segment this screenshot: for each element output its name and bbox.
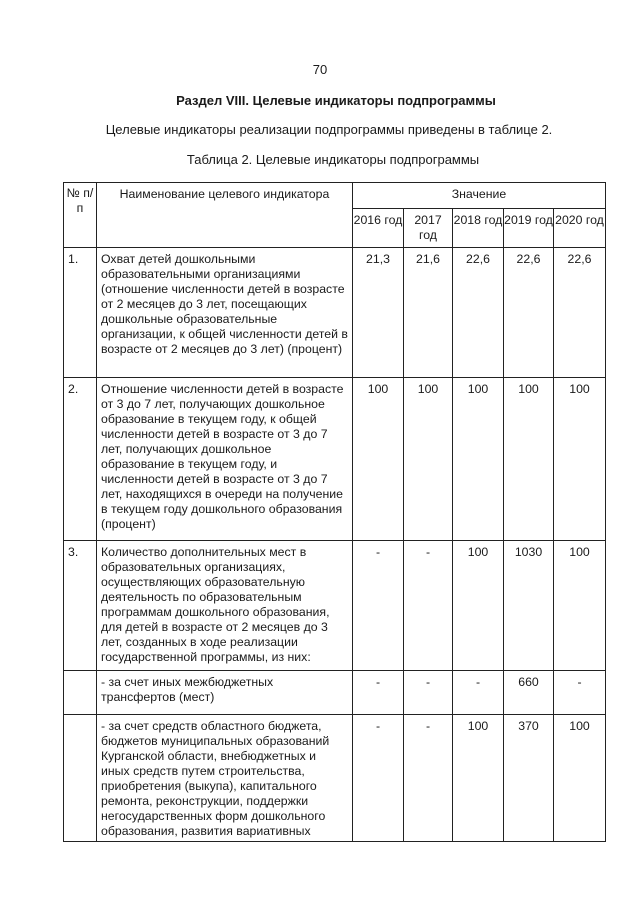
row-value: 100 — [504, 378, 554, 541]
row-value: - — [404, 715, 453, 842]
row-value: - — [353, 715, 404, 842]
row-num — [64, 671, 97, 715]
page-number: 70 — [312, 62, 328, 77]
header-value: Значение — [353, 183, 606, 209]
row-value: 21,3 — [353, 248, 404, 378]
row-num: 2. — [64, 378, 97, 541]
table-row — [64, 378, 606, 541]
header-year: 2019 год — [504, 209, 554, 248]
row-value: 100 — [404, 378, 453, 541]
header-year: 2018 год — [453, 209, 504, 248]
header-name: Наименование целевого индикатора — [97, 183, 353, 248]
row-value: 660 — [504, 671, 554, 715]
header-row — [64, 183, 606, 209]
row-value: 22,6 — [504, 248, 554, 378]
table-row — [64, 671, 606, 715]
row-name: Отношение численности детей в возрасте от 3 до 7 лет, получающих дошкольное образование в текущем году, к общей численности детей в возрасте от 3 до 7 лет, получающих дошкольное образование в текущем году, и численности детей в возрасте от 3 до 7 лет, находящихся в очереди на получение в текущем году дошкольного образования (процент) — [97, 378, 353, 541]
header-num: № п/п — [64, 183, 97, 248]
row-value: 100 — [453, 541, 504, 671]
table-row — [64, 248, 606, 378]
row-name: Количество дополнительных мест в образовательных организациях, осуществляющих образовательную деятельность по образовательным программам дошкольного образования, для детей в возрасте от 2 месяцев до 3 лет, созданных в ходе реализации государственной программы, из них: — [97, 541, 353, 671]
row-value: 1030 — [504, 541, 554, 671]
header-year: 2020 год — [554, 209, 606, 248]
row-value: 100 — [453, 715, 504, 842]
row-value: - — [404, 541, 453, 671]
intro-text: Целевые индикаторы реализации подпрограммы приведены в таблице 2. — [105, 122, 553, 137]
header-year: 2016 год — [353, 209, 404, 248]
row-value: 100 — [453, 378, 504, 541]
row-value: - — [353, 541, 404, 671]
row-name: - за счет средств областного бюджета, бюджетов муниципальных образований Курганской области, внебюджетных и иных средств путем строительства, приобретения (выкупа), капитального ремонта, реконструкции, поддержки негосударственных форм дошкольного образования, развития вариативных — [97, 715, 353, 842]
row-value: 100 — [554, 715, 606, 842]
table-row — [64, 541, 606, 671]
row-value: - — [453, 671, 504, 715]
row-num: 1. — [64, 248, 97, 378]
row-name: - за счет иных межбюджетных трансфертов (мест) — [97, 671, 353, 715]
table-caption: Таблица 2. Целевые индикаторы подпрограммы — [186, 152, 480, 167]
row-num: 3. — [64, 541, 97, 671]
row-num — [64, 715, 97, 842]
row-value: 100 — [353, 378, 404, 541]
row-value: - — [353, 671, 404, 715]
indicators-table — [63, 182, 606, 842]
table-row — [64, 715, 606, 842]
row-value: 100 — [554, 378, 606, 541]
row-value: 100 — [554, 541, 606, 671]
row-value: - — [404, 671, 453, 715]
row-name: Охват детей дошкольными образовательными организациями (отношение численности детей в возрасте от 2 месяцев до 3 лет, посещающих дошкольные образовательные организации, к общей численности детей в возрасте от 2 месяцев до 3 лет) (процент) — [97, 248, 353, 378]
section-title: Раздел VIII. Целевые индикаторы подпрограммы — [176, 93, 496, 108]
row-value: - — [554, 671, 606, 715]
row-value: 21,6 — [404, 248, 453, 378]
row-value: 22,6 — [554, 248, 606, 378]
row-value: 22,6 — [453, 248, 504, 378]
row-value: 370 — [504, 715, 554, 842]
header-year: 2017 год — [404, 209, 453, 248]
